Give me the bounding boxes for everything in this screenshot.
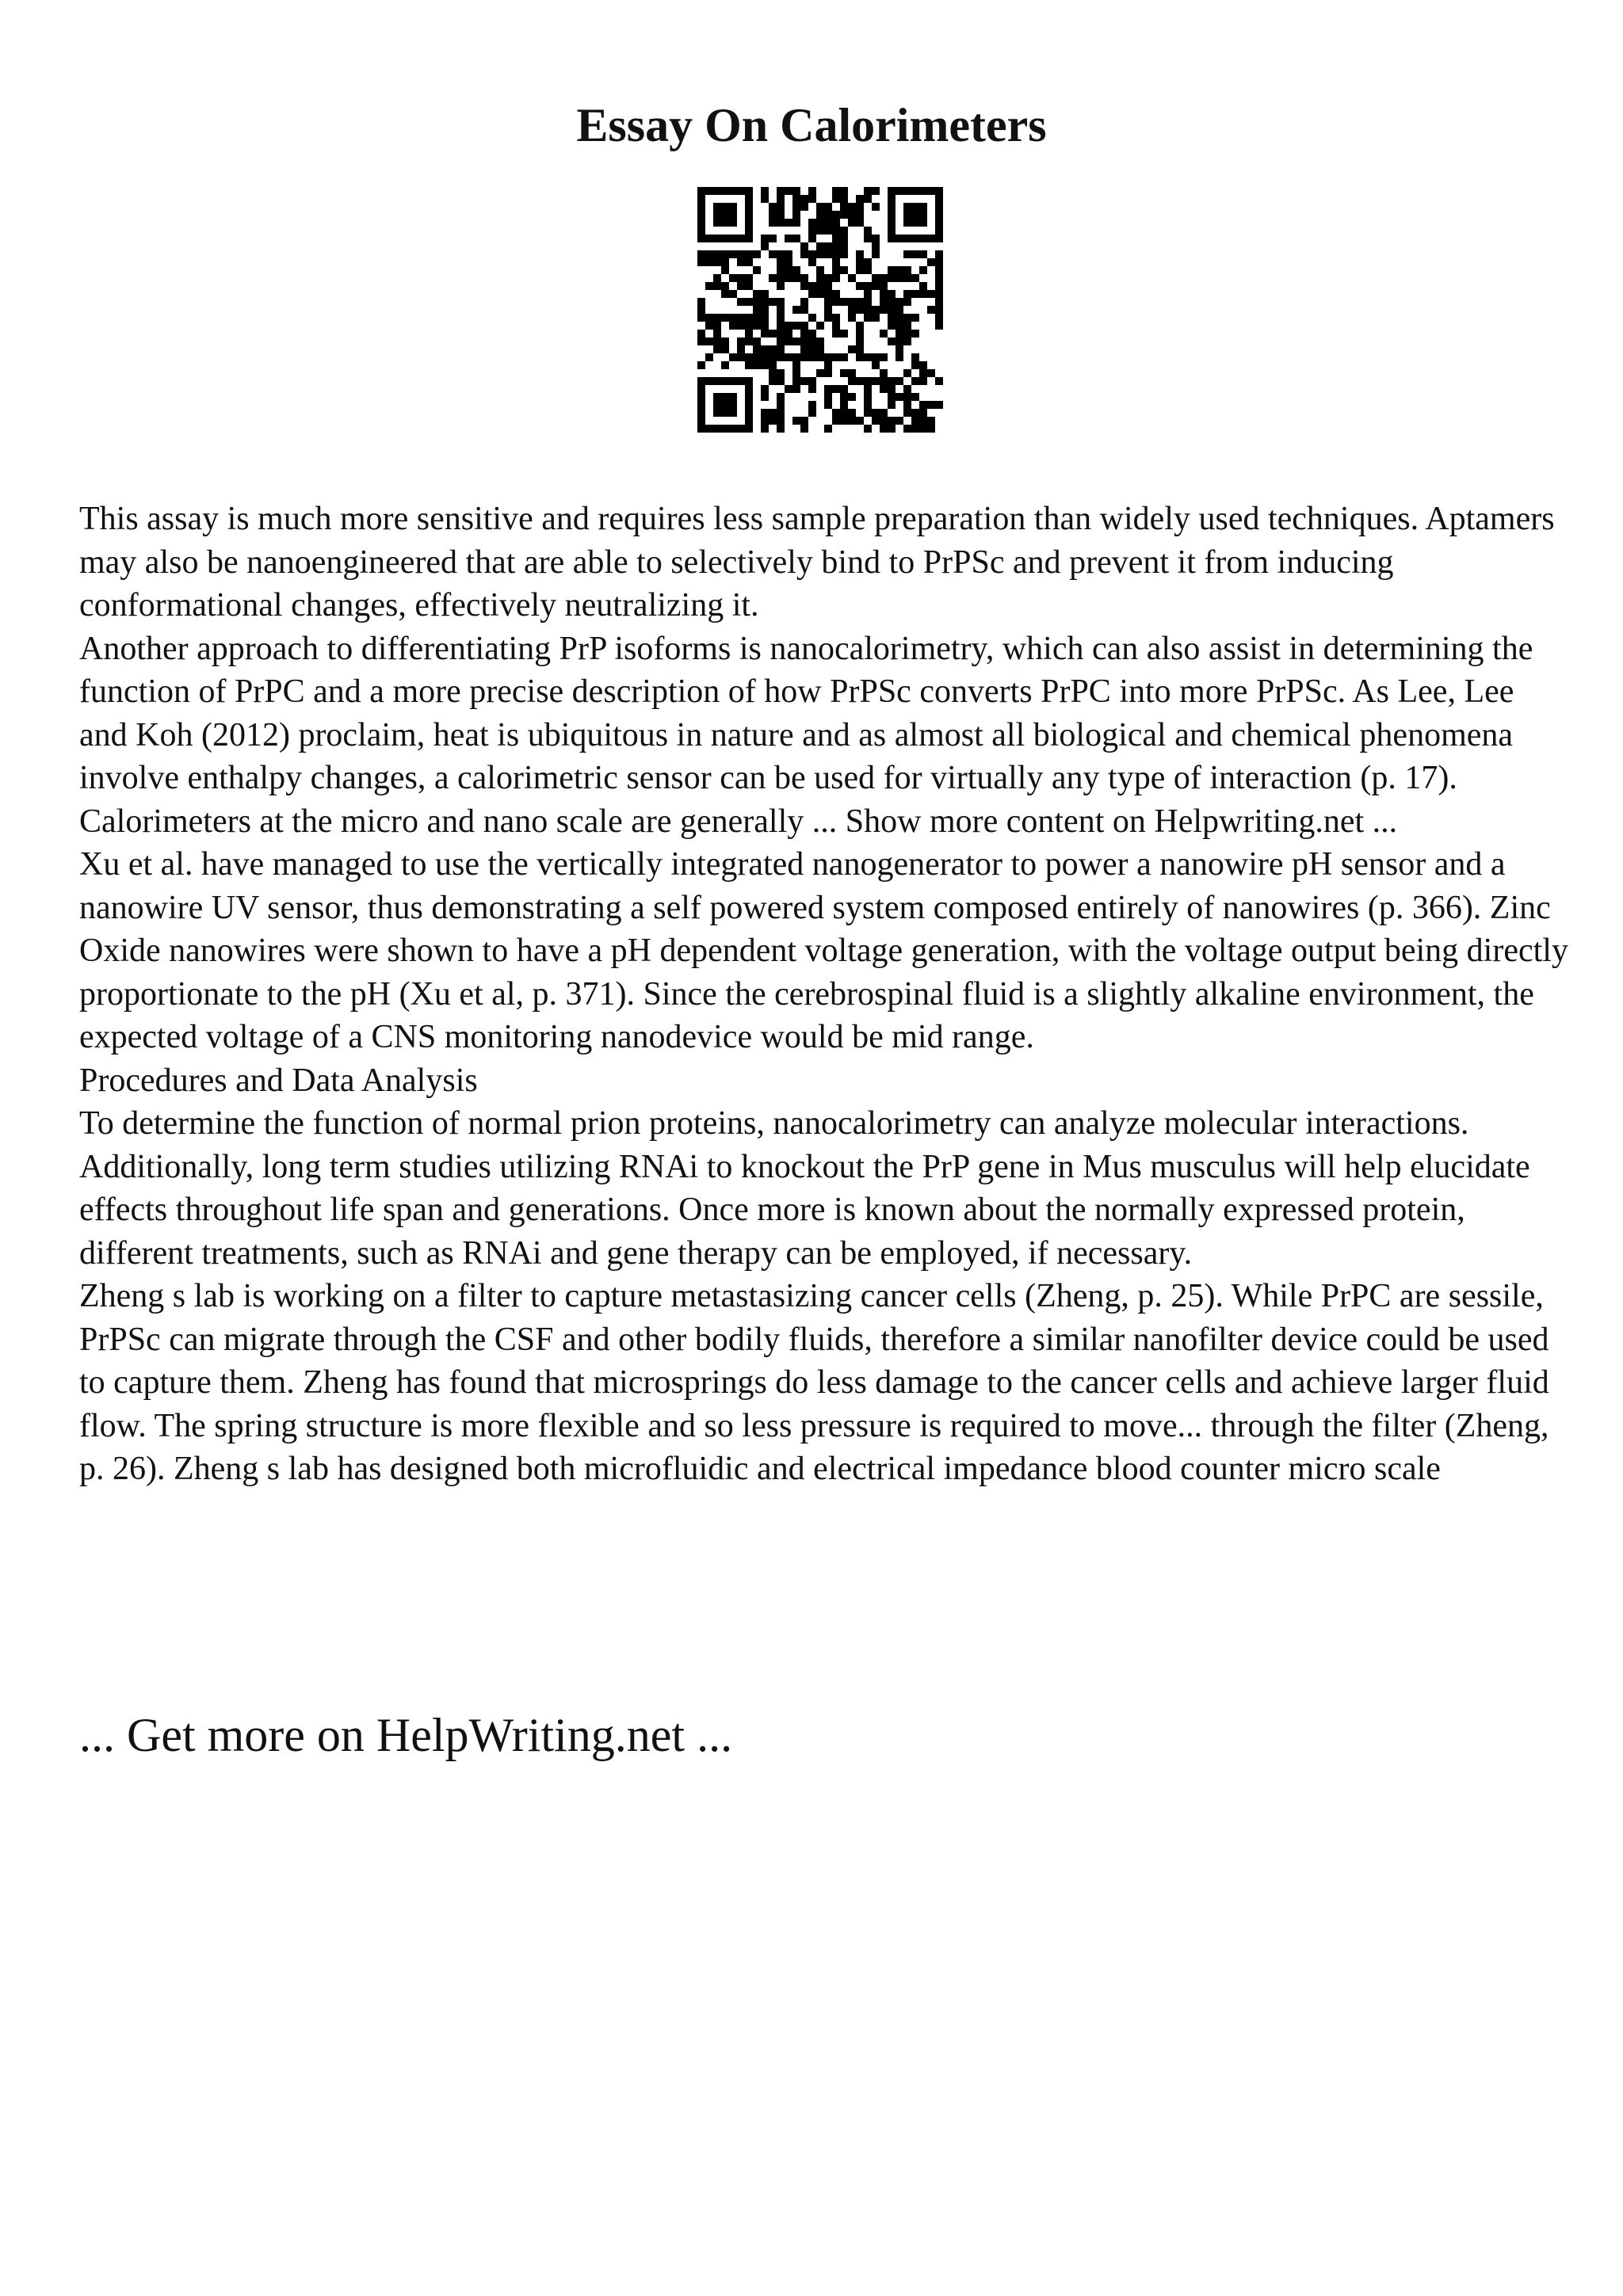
essay-body [79, 498, 1569, 1491]
paragraph: This assay is much more sensitive and requires less sample preparation than widely used techniques. Aptamers may also be nanoengineered that are able to selectively bind to PrPSc and prevent it from inducing conformational changes, effectively neutralizing it. [79, 501, 1555, 624]
section-heading: Procedures and Data Analysis [79, 1062, 478, 1099]
qr-code-icon [697, 187, 943, 433]
page-title: Essay On Calorimeters [576, 99, 1047, 151]
get-more-link[interactable]: ... Get more on HelpWriting.net ... [79, 1709, 733, 1761]
paragraph: Another approach to differentiating PrP isoforms is nanocalorimetry, which can also assist in determining the function of PrPC and a more precise description of how PrPSc converts PrPC into more PrPSc. As Lee, Lee and Koh (2012) proclaim, heat is ubiquitous in nature and as almost all biological and chemical phenomena involve enthalpy changes, a calorimetric sensor can be used for virtually any type of interaction (p. 17). Calorimeters at the micro and nano scale are generally ... Show more content on Helpwriting.net ... [79, 630, 1533, 840]
paragraph: Zheng s lab is working on a filter to capture metastasizing cancer cells (Zheng, p. 25). While PrPC are sessile, PrPSc can migrate through the CSF and other bodily fluids, therefore a similar nanofilter device could be used to capture them. Zheng has found that microsprings do less damage to the cancer cells and achieve larger fluid flow. The spring structure is more flexible and so less pressure is required to move... through the filter (Zheng, p. 26). Zheng s lab has designed both microfluidic and electrical impedance blood counter micro scale [79, 1278, 1549, 1487]
paragraph: To determine the function of normal prion proteins, nanocalorimetry can analyze molecular interactions. Additionally, long term studies utilizing RNAi to knockout the PrP gene in Mus musculus will help elucidate effects throughout life span and generations. Once more is known about the normally expressed protein, different treatments, such as RNAi and gene therapy can be employed, if necessary. [79, 1105, 1530, 1272]
paragraph: Xu et al. have managed to use the vertically integrated nanogenerator to power a nanowire pH sensor and a nanowire UV sensor, thus demonstrating a self powered system composed entirely of nanowires (p. 366). Zinc Oxide nanowires were shown to have a pH dependent voltage generation, with the voltage output being directly proportionate to the pH (Xu et al, p. 371). Since the cerebrospinal fluid is a slightly alkaline environment, the expected voltage of a CNS monitoring nanodevice would be mid range. [79, 846, 1568, 1055]
